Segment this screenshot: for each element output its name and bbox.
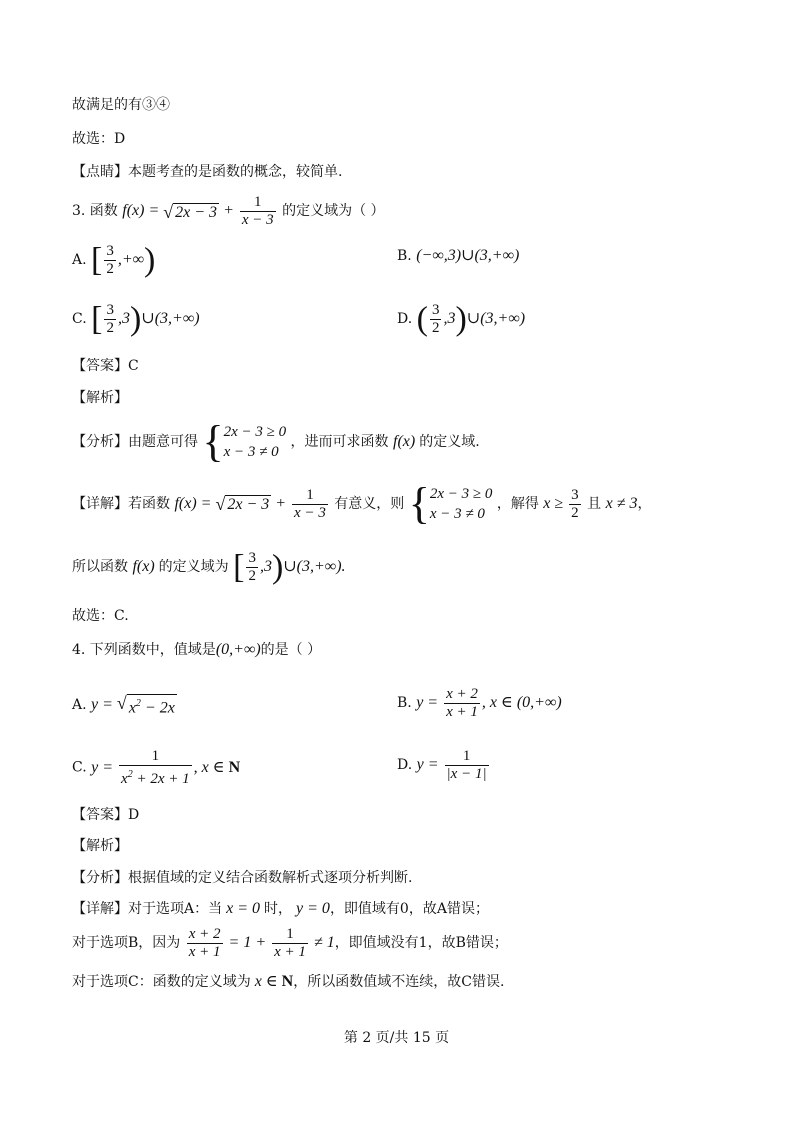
q4-analysis: 【分析】根据值域的定义结合函数解析式逐项分析判断. (72, 870, 413, 886)
q4-detail-c: 对于选项C：函数的定义域为 x ∈ N，所以函数值域不连续，故C错误. (72, 973, 505, 990)
q3-option-d: D. ( $\frac{3}{2}$ ,3)∪(3,+∞) (397, 300, 526, 338)
q3-analysis-heading: 【解析】 (72, 390, 128, 406)
q3-choose: 故选：C. (72, 608, 129, 624)
q3-analysis: 【分析】由题意可得 { 2x − 3 ≥ 0 x − 3 ≠ 0 ，进而可求函数 f(x) 的定义域. (72, 417, 480, 466)
q4-option-a: A. y = √ $x^2 - 2x$ (72, 693, 175, 717)
q4-detail-a: 【详解】对于选项A：当 x = 0 时， y = 0，即值域有0，故A错误； (72, 900, 489, 917)
question-3-stem: 3. 函数 f(x) = √ 2x − 3 + $\frac{1}{x - 3}$ 的定义域为（ ） (72, 194, 385, 228)
q3-conclusion: 所以函数 f(x) 的定义域为 [ $\frac{3}{2}$ ,3)∪(3,+∞). (72, 548, 346, 586)
q3-option-a: A. [ $\frac{3}{2}$ ,+∞) (72, 241, 156, 279)
q3-option-b: B. (−∞,3)∪(3,+∞) (397, 247, 520, 264)
text-line: 故选：D (72, 131, 126, 147)
q4-detail-b: 对于选项B，因为 $\frac{x + 2}{x + 1}$ = 1 + $\frac{1}{x + 1}$ ≠ 1，即值域没有1，故B错误； (72, 926, 508, 960)
q3-option-c: C. [ $\frac{3}{2}$ ,3)∪(3,+∞) (72, 300, 200, 338)
q3-detail: 【详解】若函数 f(x) = √ 2x − 3 + $\frac{1}{x - 3}$ 有意义，则 { 2x − 3 ≥ 0 x − 3 ≠ 0 ，解得 x ≥ $\frac{3}{2}$ 且 x ≠ 3， (72, 479, 652, 528)
q4-answer: 【答案】D (72, 807, 140, 823)
text-line: 【点睛】本题考查的是函数的概念，较简单. (72, 164, 343, 180)
page-footer: 第 2 页/共 15 页 (343, 1030, 450, 1046)
q4-option-d: D. y = $\frac{1}{|x - 1|}$ (397, 748, 487, 782)
q4-option-c: C. y = $\frac{1}{x^2 + 2x + 1}$ , x ∈ N (72, 748, 241, 787)
question-4-stem: 4. 下列函数中，值域是(0,+∞)的是（ ） (72, 641, 322, 658)
q3-answer: 【答案】C (72, 358, 139, 374)
text-line: 故满足的有③④ (72, 97, 170, 113)
q4-analysis-heading: 【解析】 (72, 838, 128, 854)
formula: f(x) = √ 2x − 3 + $\frac{1}{x - 3}$ (122, 194, 274, 228)
q4-option-b: B. y = $\frac{x + 2}{x + 1}$ , x ∈ (0,+∞) (397, 686, 562, 720)
